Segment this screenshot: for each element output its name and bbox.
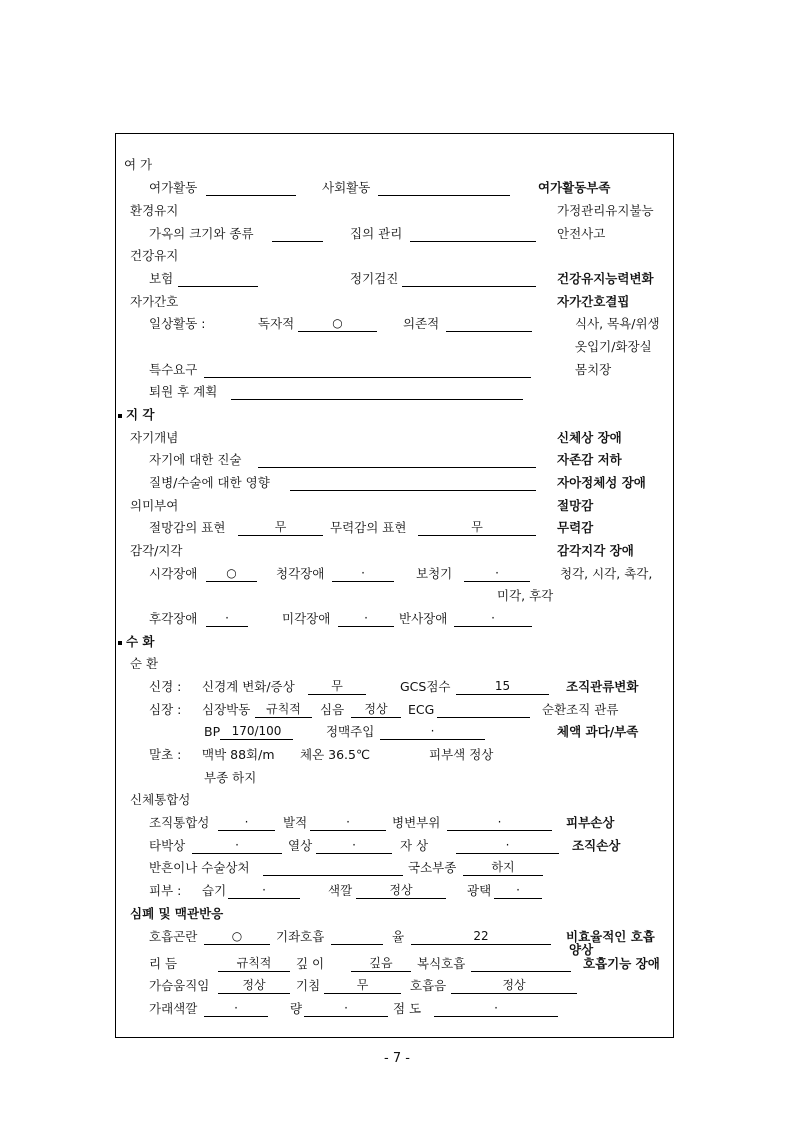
special-needs-field[interactable] <box>204 362 531 378</box>
diagnosis-identity: 자아정체성 장애 <box>557 475 646 490</box>
visual-field[interactable]: ○ <box>206 566 257 582</box>
bruise-field[interactable]: · <box>192 838 282 854</box>
heartbeat-field[interactable]: 규칙적 <box>255 702 312 718</box>
diagnosis-sensory-sub-1: 청각, 시각, 촉각, <box>560 566 653 581</box>
diagnosis-selfcare-sub-2: 옷입기/화장실 <box>575 339 652 354</box>
leisure-activity-field[interactable] <box>206 180 296 196</box>
meaning-heading: 의미부여 <box>130 498 179 513</box>
smell-label: 후각장애 <box>149 611 198 626</box>
viscosity-label: 점 도 <box>393 1001 422 1016</box>
rash-label: 발적 <box>283 815 308 830</box>
rhythm-label: 리 듬 <box>149 956 178 971</box>
housework-field[interactable] <box>410 226 536 242</box>
moisture-label: 습기 <box>202 883 227 898</box>
laceration-label: 열상 <box>288 838 313 853</box>
diagnosis-respiratory: 호흡기능 장애 <box>583 956 660 971</box>
hearing-label: 청각장애 <box>276 566 325 581</box>
reflex-field[interactable]: · <box>454 611 532 627</box>
gcs-field[interactable]: 15 <box>456 679 549 695</box>
diagnosis-powerlessness: 무력감 <box>557 520 594 535</box>
iv-field[interactable]: · <box>380 724 485 740</box>
wound-label: 자 상 <box>400 838 429 853</box>
taste-field[interactable]: · <box>338 611 394 627</box>
social-activity-field[interactable] <box>378 180 510 196</box>
abd-breathing-field[interactable] <box>471 956 571 972</box>
selfconcept-heading: 자기개념 <box>130 430 179 445</box>
hearing-aid-label: 보청기 <box>416 566 453 581</box>
temperature-text: 체온 36.5℃ <box>300 747 370 762</box>
health-heading: 건강유지 <box>130 248 179 263</box>
bp-label: BP <box>204 724 221 739</box>
ecg-label: ECG <box>408 702 435 717</box>
sputum-amount-field[interactable]: · <box>304 1001 388 1017</box>
hopeless-expr-field[interactable]: 무 <box>238 520 323 536</box>
diagnosis-tissue-damage: 조직손상 <box>572 838 621 853</box>
neuro-label: 신경 : <box>149 679 182 694</box>
scar-field[interactable] <box>263 860 403 876</box>
moisture-field[interactable]: · <box>228 883 300 899</box>
rate-label: 율 <box>392 929 405 944</box>
rate-field[interactable]: 22 <box>411 929 551 945</box>
diagnosis-skin: 피부손상 <box>566 815 615 830</box>
checkup-field[interactable] <box>402 271 536 287</box>
sputum-color-field[interactable]: · <box>204 1001 268 1017</box>
orthopnea-field[interactable] <box>331 929 383 945</box>
gloss-field[interactable]: · <box>494 883 542 899</box>
rash-field[interactable]: · <box>310 815 386 831</box>
illness-effect-label: 질병/수술에 대한 영향 <box>149 475 270 490</box>
bp-field[interactable]: 170/100 <box>220 724 293 740</box>
visual-label: 시각장애 <box>149 566 198 581</box>
circulation-heading: 수 화 <box>118 634 155 649</box>
reflex-label: 반사장애 <box>399 611 448 626</box>
tissue-integrity-label: 조직통합성 <box>149 815 210 830</box>
diagnosis-sensory: 감각지각 장애 <box>557 543 634 558</box>
laceration-field[interactable]: · <box>316 838 392 854</box>
gcs-label: GCS점수 <box>400 679 451 694</box>
taste-label: 미각장애 <box>282 611 331 626</box>
viscosity-field[interactable]: · <box>434 1001 558 1017</box>
lesion-field[interactable]: · <box>447 815 552 831</box>
insurance-field[interactable] <box>178 271 258 287</box>
depth-field[interactable]: 깊음 <box>351 956 411 972</box>
self-statement-label: 자기에 대한 진술 <box>149 452 242 467</box>
orthopnea-label: 기좌호흡 <box>276 929 325 944</box>
circulation-sub-heading: 순 환 <box>130 656 159 671</box>
perception-heading: 지 각 <box>118 407 155 422</box>
house-size-field[interactable] <box>272 226 323 242</box>
cough-field[interactable]: 무 <box>324 978 401 994</box>
breath-sound-field[interactable]: 정상 <box>451 978 577 994</box>
scar-label: 반흔이나 수술상처 <box>149 860 250 875</box>
cardiopulmonary-heading: 심폐 및 맥관반응 <box>130 906 224 921</box>
abd-breathing-label: 복식호흡 <box>417 956 466 971</box>
dyspnea-label: 호흡곤란 <box>149 929 198 944</box>
pulse-text: 맥박 88회/m <box>202 747 275 762</box>
wound-field[interactable]: · <box>456 838 559 854</box>
edema-text: 부종 하지 <box>204 770 257 785</box>
page-number: - 7 - <box>384 1051 410 1066</box>
diagnosis-selfcare-sub-1: 식사, 목욕/위생 <box>575 316 660 331</box>
heart-sound-field[interactable]: 정상 <box>351 702 401 718</box>
hopeless-expr-label: 절망감의 표현 <box>149 520 226 535</box>
chest-movement-field[interactable]: 정상 <box>218 978 290 994</box>
lesion-label: 병변부위 <box>392 815 441 830</box>
local-edema-label: 국소부종 <box>408 860 457 875</box>
chest-movement-label: 가슴움직임 <box>149 978 210 993</box>
cardiac-label: 심장 : <box>149 702 182 717</box>
depth-label: 깊 이 <box>296 956 325 971</box>
diagnosis-body-image: 신체상 장애 <box>557 430 622 445</box>
leisure-heading: 여 가 <box>124 157 153 172</box>
integrity-heading: 신체통합성 <box>130 792 191 807</box>
diagnosis-selfcare-sub-3: 몸치장 <box>575 362 612 377</box>
assessment-form-frame <box>115 133 674 1038</box>
breath-sound-label: 호흡음 <box>410 978 447 993</box>
diagnosis-health: 건강유지능력변화 <box>557 271 654 286</box>
diagnosis-self-esteem: 자존감 저하 <box>557 452 622 467</box>
color-field[interactable]: 정상 <box>356 883 446 899</box>
skin-label: 피부 : <box>149 883 182 898</box>
diagnosis-leisure: 여가활동부족 <box>538 180 611 195</box>
adl-label: 일상활동 : <box>149 316 206 331</box>
selfcare-heading: 자가간호 <box>130 294 179 309</box>
skin-color-text: 피부색 정상 <box>429 747 494 762</box>
hearing-aid-field[interactable]: · <box>464 566 530 582</box>
rhythm-field[interactable]: 규칙적 <box>218 956 290 972</box>
gloss-label: 광택 <box>467 883 492 898</box>
dependent-field[interactable] <box>446 316 532 332</box>
social-activity-label: 사회활동 <box>322 180 371 195</box>
diagnosis-safety: 안전사고 <box>557 226 606 241</box>
heart-sound-label: 심음 <box>320 702 345 717</box>
powerless-expr-label: 무력감의 표현 <box>330 520 407 535</box>
independent-field[interactable]: ○ <box>298 316 377 332</box>
iv-label: 정맥주입 <box>326 724 375 739</box>
diagnosis-circulation: 순환조직 관류 <box>542 702 619 717</box>
independent-label: 독자적 <box>258 316 295 331</box>
neuro-change-field[interactable]: 무 <box>308 679 366 695</box>
insurance-label: 보험 <box>149 271 174 286</box>
cough-label: 기침 <box>296 978 321 993</box>
heartbeat-label: 심장박동 <box>202 702 251 717</box>
diagnosis-ineffective-breathing: 비효율적인 호흡 <box>566 929 655 944</box>
diagnosis-hopelessness: 절망감 <box>557 498 594 513</box>
neuro-change-label: 신경계 변화/증상 <box>202 679 295 694</box>
discharge-plan-field[interactable] <box>231 384 523 400</box>
illness-effect-field[interactable] <box>290 475 536 491</box>
hearing-field[interactable]: · <box>332 566 394 582</box>
peripheral-label: 말초 : <box>149 747 182 762</box>
discharge-plan-label: 퇴원 후 계획 <box>149 384 218 399</box>
leisure-activity-label: 여가활동 <box>149 180 198 195</box>
powerless-expr-field[interactable]: 무 <box>418 520 536 536</box>
checkup-label: 정기검진 <box>350 271 399 286</box>
ecg-field[interactable] <box>437 702 530 718</box>
housework-label: 집의 관리 <box>350 226 403 241</box>
diagnosis-home-maintenance: 가정관리유지불능 <box>557 203 654 218</box>
tissue-integrity-field[interactable]: · <box>218 815 275 831</box>
dyspnea-field[interactable]: ○ <box>204 929 270 945</box>
diagnosis-selfcare: 자가간호결핍 <box>557 294 630 309</box>
environment-heading: 환경유지 <box>130 203 179 218</box>
local-edema-field[interactable]: 하지 <box>463 860 543 876</box>
self-statement-field[interactable] <box>258 452 536 468</box>
color-label: 색깔 <box>328 883 353 898</box>
diagnosis-tissue-perfusion: 조직관류변화 <box>566 679 639 694</box>
sputum-amount-label: 량 <box>290 1001 303 1016</box>
special-needs-label: 특수요구 <box>149 362 198 377</box>
dependent-label: 의존적 <box>403 316 440 331</box>
bruise-label: 타박상 <box>149 838 186 853</box>
diagnosis-fluid: 체액 과다/부족 <box>557 724 639 739</box>
smell-field[interactable]: · <box>206 611 248 627</box>
diagnosis-ineffective-breathing-sub: 양상 <box>569 942 594 957</box>
sensory-heading: 감각/지각 <box>130 543 183 558</box>
diagnosis-sensory-sub-2: 미각, 후각 <box>497 588 554 603</box>
sputum-color-label: 가래색깔 <box>149 1001 198 1016</box>
house-size-label: 가옥의 크기와 종류 <box>149 226 254 241</box>
